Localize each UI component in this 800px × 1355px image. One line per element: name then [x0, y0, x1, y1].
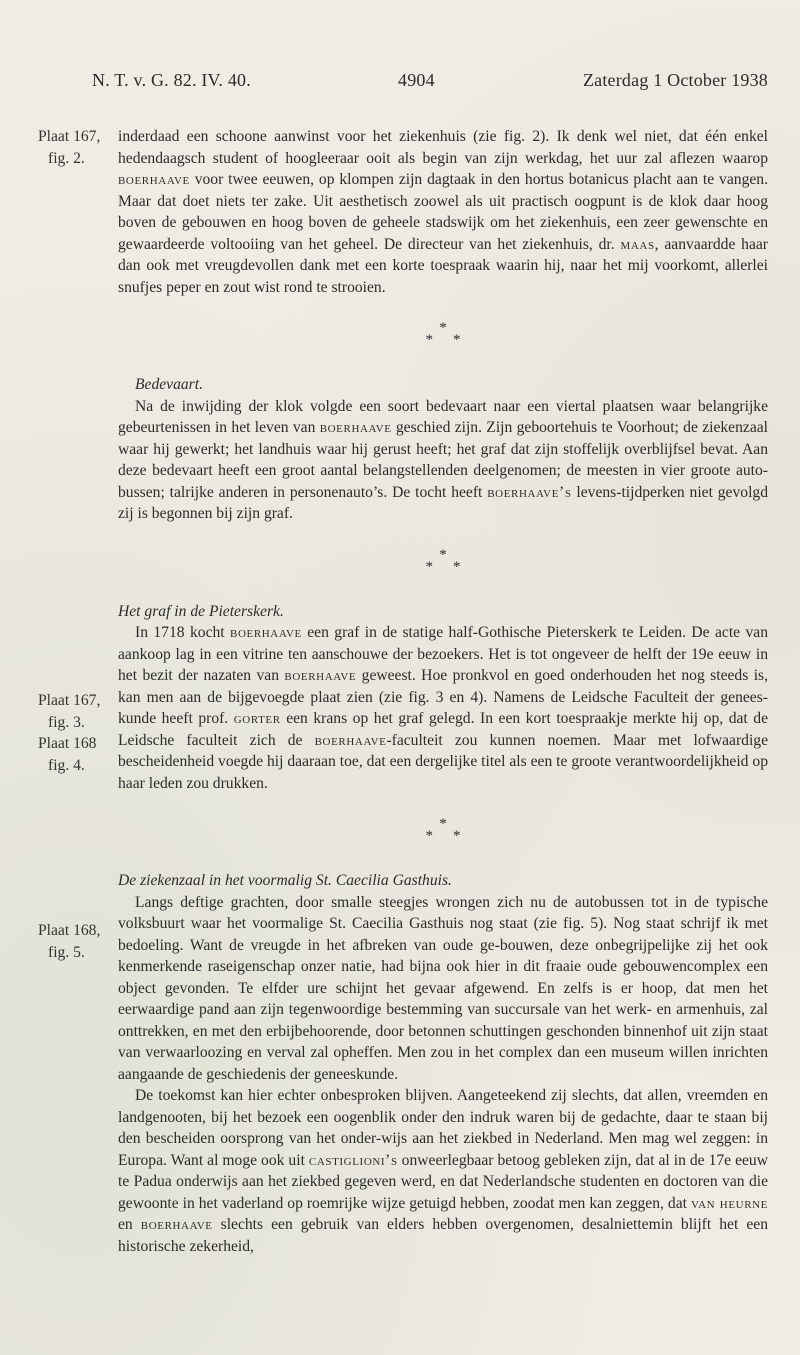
- article-body: [118, 126, 768, 1257]
- margin-note-plate-167-fig-2: Plaat 167, fig. 2.: [38, 128, 101, 167]
- section-title-bedevaart: Bedevaart.: [135, 376, 203, 393]
- journal-reference: N. T. v. G. 82. IV. 40.: [92, 70, 251, 90]
- margin-note-plate-168-fig-5: Plaat 168, fig. 5.: [38, 922, 101, 961]
- issue-date: Zaterdag 1 October 1938: [582, 70, 768, 90]
- paragraph-intro: inderdaad een schoone aanwinst voor het ziekenhuis (zie fig. 2). Ik denk wel niet, dat één enkel hedendaagsch student of hoogleeraar ooit als begin van zijn werkdag, het uur zal aflezen waarop boerhaave voor twee eeuwen, op klompen zijn dagtaak in den hortus botanicus placht aan te vangen. Maar dat doet niets ter zake. Uit aesthetisch zoowel als uit practisch oogpunt is de klok daar hoog boven de gebouwen en hoog boven de geheele stadswijk om het ziekenhuis, een zeer gewenschte en gewaardeerde voltooiing van het geheel. De directeur van het ziekenhuis, dr. maas, aanvaardde haar dan ook met vreugdevollen dank met een korte toespraak waarin hij, naar het mij voorkomt, allerlei snufjes peper en zout wist rond te strooien.: [118, 128, 769, 296]
- section-title-ziekenzaal: De ziekenzaal in het voormalig St. Caecilia Gasthuis.: [118, 872, 452, 889]
- section-divider: * **: [425, 320, 481, 348]
- paragraph-ziekenzaal-1: Langs deftige grachten, door smalle steegjes wrongen zich nu de autobussen tot in de typische volksbuurt waar het voormalige St. Caecilia Gasthuis nog staat (zie fig. 5). Nog staat schrijf ik met bedoeling. Want de vreugde in het afbreken van oude ge-bouwen, deze onbegrijpelijke zij het ook kenmerkende raseigenschap onzer natie, had bijna ook hier in dit fraaie oude gebouwencomplex een object gevonden. Te elfder ure schijnt het gevaar afgewend. En zelfs is er hoop, dat men het eerwaardige pand aan zijn tegenwoordige bestemming van succursale van het werk- en armenhuis, zal onttrekken, en met den erbijbehoorende, door betonnen schuttingen geschonden binnenhof uit zijn staat van verwaarloozing en verval zal opheffen. Men zou in het complex dan een museum willen inrichten aangaande de geschiedenis der geneeskunde.: [118, 893, 768, 1083]
- page-header: [92, 70, 768, 98]
- section-divider: * **: [425, 546, 481, 575]
- page-number: 4904: [398, 70, 435, 90]
- section-divider: * **: [425, 816, 481, 844]
- margin-note-plate-167-168: Plaat 167, fig. 3. Plaat 168 fig. 4.: [38, 692, 101, 774]
- paragraph-graf: In 1718 kocht boerhaave een graf in de statige half-Gothische Pieterskerk te Leiden. De acte van aankoop lag in een vitrine ten aanschouwe der bezoekers. Het is tot ongeveer de helft der 19e eeuw in het bezit der nazaten van boerhaave geweest. Hoe pronkvol en goed onderhouden het nog steeds is, kan men aan de bijgevoegde plaat zien (zie fig. 3 en 4). Namens de Leidsche Faculteit der genees-kunde heeft prof. gorter een krans op het graf gelegd. In een kort toespraakje merkte hij op, dat de Leidsche faculteit zich de boerhaave-faculteit zou kunnen noemen. Maar met lofwaardige bescheidenheid voegde hij daaraan toe, dat een dergelijke titel als een te groote verantwoordelijkheid op haar leden zou drukken.: [118, 624, 768, 792]
- section-title-graf: Het graf in de Pieterskerk.: [118, 602, 284, 620]
- paragraph-ziekenzaal-2: De toekomst kan hier echter onbesproken blijven. Aangeteekend zij slechts, dat allen, vreemden en landgenooten, bij het bezoek een oogenblik onder den indruk waren bij de gedachte, daar te staan bij den bescheiden oorsprong van het onder-wijs aan het ziekbed in Nederland. Men mag wel zeggen: in Europa. Want al moge ook uit castiglioni’s onweerlegbaar betoog gebleken zijn, dat al in de 17e eeuw te Padua onderwijs aan het ziekbed gegeven werd, en dat Nederlandsche studenten en doctoren van die gewoonte in het vaderland op roemrijke wijze getuigd hebben, zoodat men kan zeggen, dat van heurne en boerhaave slechts een gebruik van elders hebben overgenomen, desalniettemin blijft het een historische zekerheid,: [118, 1087, 769, 1255]
- paragraph-bedevaart: Na de inwijding der klok volgde een soort bedevaart naar een viertal plaatsen waar belangrijke gebeurtenissen in het leven van boerhaave geschied zijn. Zijn geboortehuis te Voorhout; de ziekenzaal waar hij gewerkt; het landhuis waar hij gerust heeft; het graf dat zijn stoffelijk overblijfsel bevat. Aan deze bedevaart heeft een groot aantal belangstellenden deelgenomen; de meesten in vier groote auto-bussen; talrijke anderen in personenauto’s. De tocht heeft boerhaave’s levens-tijdperken niet gevolgd zij is begonnen bij zijn graf.: [118, 397, 768, 522]
